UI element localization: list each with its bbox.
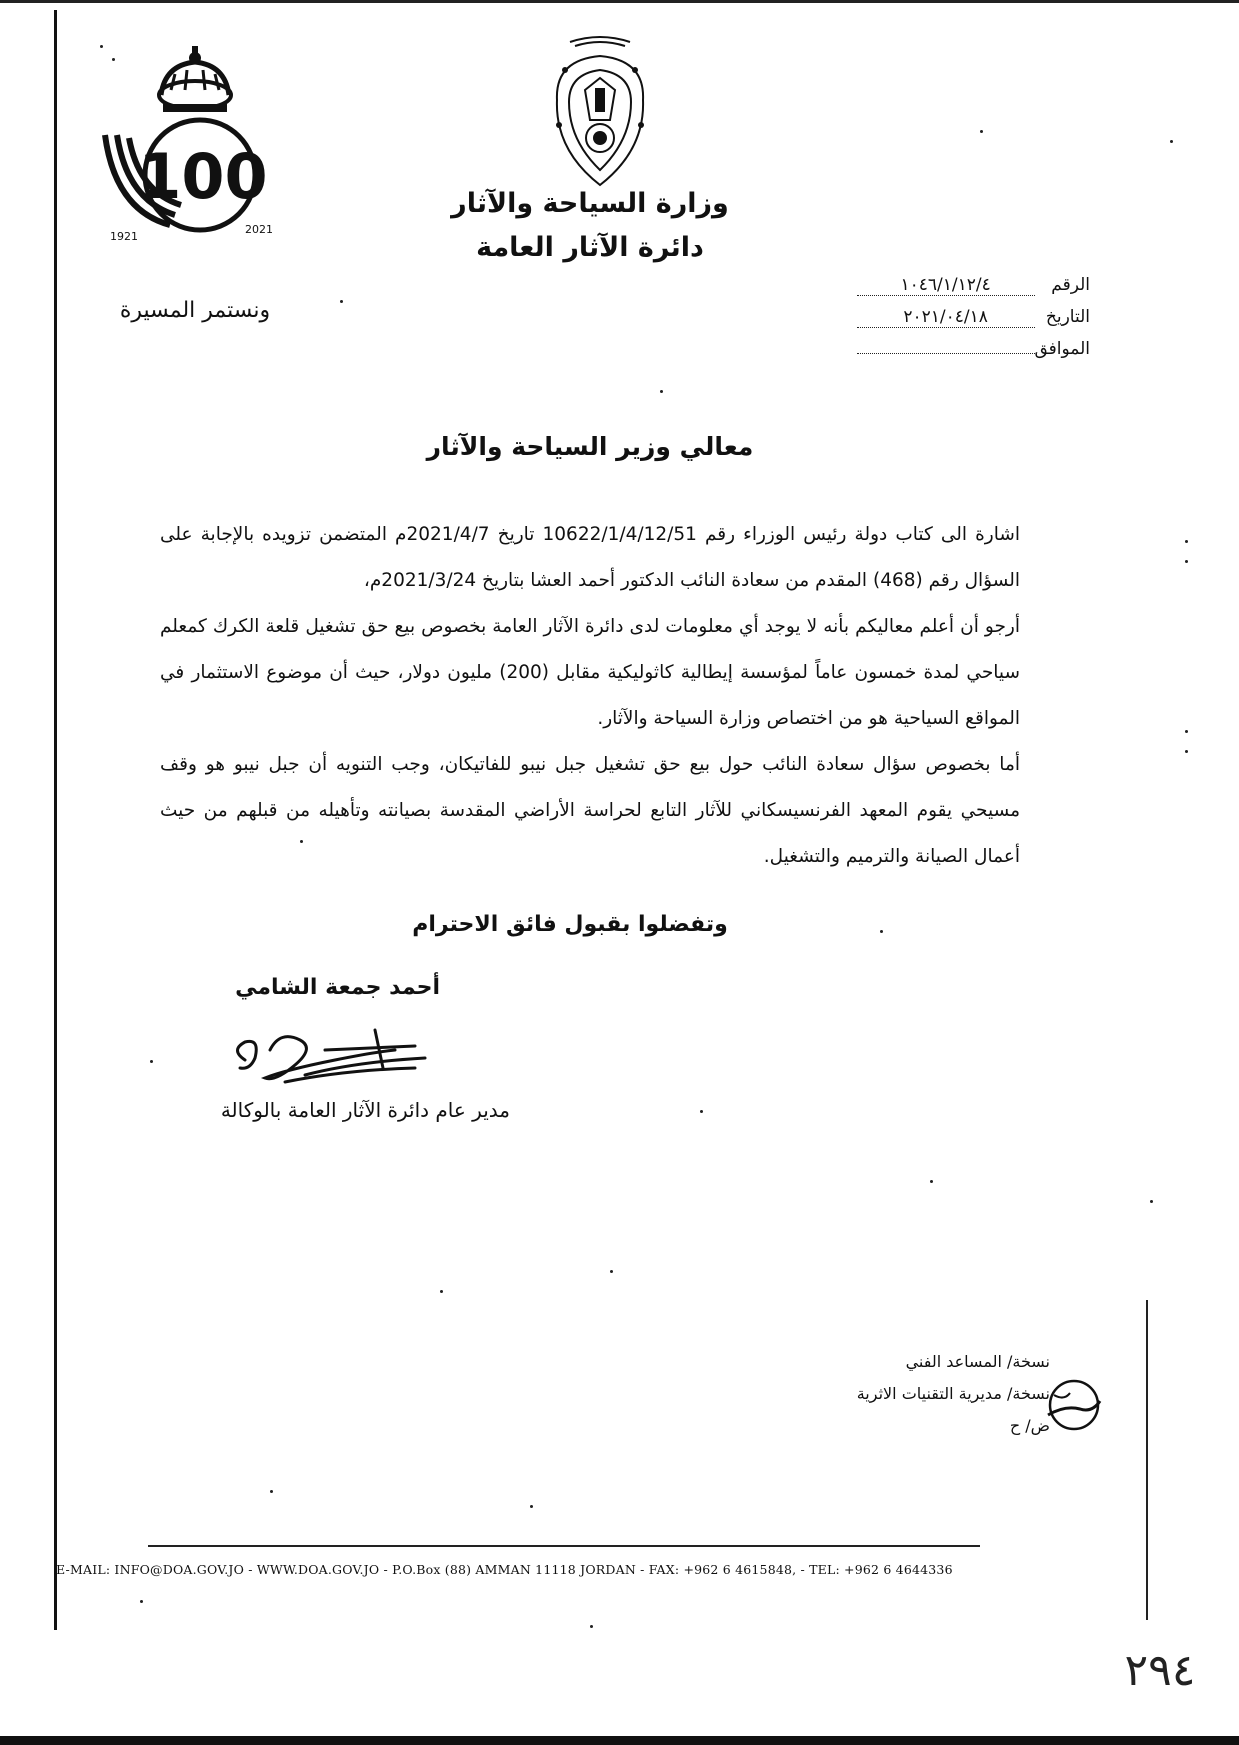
coat-of-arms-icon (545, 30, 655, 190)
scan-speck (112, 58, 115, 61)
scan-speck (340, 300, 343, 303)
reference-date-row (830, 307, 1090, 339)
signer-name: أحمد جمعة الشامي (235, 975, 440, 1000)
scan-edge-right (1146, 1300, 1148, 1620)
footer-rule (148, 1545, 980, 1547)
body-paragraph-1: اشارة الى كتاب دولة رئيس الوزراء رقم 10622/1/4/12/51 تاريخ 2021/4/7م المتضمن تزويده بالإجابة على السؤال رقم (468) المقدم من سعادة النائب الدكتور أحمد العشا بتاريخ 2021/3/24م، (160, 524, 1020, 591)
reference-hijri-value (857, 353, 1035, 354)
scan-speck (980, 130, 983, 133)
scan-speck (1185, 560, 1188, 563)
handwritten-signature (225, 1020, 455, 1090)
scan-speck (660, 390, 663, 393)
reference-hijri-label: الموافق (1034, 339, 1090, 359)
centenary-motto: ونستمر المسيرة (119, 298, 271, 323)
footer-contact: E-MAIL: INFO@DOA.GOV.JO - WWW.DOA.GOV.JO - P.O.Box (88) AMMAN 11118 JORDAN - FAX: +962 6 4615848, - TEL: +962 6 4644336 (56, 1562, 953, 1577)
department-name: دائرة الآثار العامة (476, 232, 704, 263)
scan-speck (150, 1060, 153, 1063)
handwritten-page-number: ٢٩٤ (1124, 1645, 1196, 1696)
crown-icon (95, 40, 295, 270)
body-paragraph-2: أرجو أن أعلم معاليكم بأنه لا يوجد أي معلومات لدى دائرة الآثار العامة بخصوص بيع حق تشغيل قلعة الكرك كمعلم سياحي لمدة خمسون عاماً لمؤسسة إيطالية كاثوليكية مقابل (200) مليون دولار، حيث أن موضوع الاستثمار في المواقع السياحية هو من اختصاص وزارة السياحة والآثار. (160, 616, 1020, 729)
scan-speck (1170, 140, 1173, 143)
scan-speck (930, 1180, 933, 1183)
centenary-number: 100 (138, 140, 268, 213)
reference-block (830, 275, 1090, 371)
scan-speck (300, 840, 303, 843)
scan-speck (1185, 750, 1188, 753)
reference-number-value: ١٠٤٦/١/١٢/٤ (857, 275, 1035, 296)
scan-speck (440, 1290, 443, 1293)
scan-speck (1185, 730, 1188, 733)
letter-body (160, 512, 1020, 880)
copy-item: نسخة/ مديرية التقنيات الاثرية (856, 1384, 1050, 1403)
scan-speck (140, 1600, 143, 1603)
initials-stamp (1040, 1375, 1104, 1431)
centenary-logo (95, 40, 295, 323)
reference-date-value: ٢٠٢١/٠٤/١٨ (857, 307, 1035, 328)
scan-edge-top (0, 0, 1239, 3)
closing-line: وتفضلوا بقبول فائق الاحترام (412, 912, 728, 937)
scan-edge-bottom (0, 1736, 1239, 1745)
copies-list (780, 1346, 1050, 1442)
body-paragraph-3: أما بخصوص سؤال سعادة النائب حول بيع حق تشغيل جبل نيبو للفاتيكان، وجب التنويه أن جبل نيبو هو وقف مسيحي يقوم المعهد الفرنسيسكاني للآثار التابع لحراسة الأراضي المقدسة بصيانته وتأهيله من قبلهم من حيث أعمال الصيانة والترميم والتشغيل. (160, 754, 1020, 867)
scan-speck (1150, 1200, 1153, 1203)
centenary-year-left: 1921 (110, 230, 138, 243)
scan-speck (100, 45, 103, 48)
addressee-heading: معالي وزير السياحة والآثار (426, 432, 754, 461)
ministry-name: وزارة السياحة والآثار (451, 188, 729, 219)
reference-date-label: التاريخ (1045, 307, 1090, 327)
scan-speck (610, 1270, 613, 1273)
scan-speck (700, 1110, 703, 1113)
scan-speck (270, 1490, 273, 1493)
centenary-year-right: 2021 (245, 223, 273, 236)
scan-edge-left (54, 10, 57, 1630)
copy-item: ض/ ح (1009, 1416, 1050, 1435)
reference-number-label: الرقم (1051, 275, 1090, 295)
copy-item: نسخة/ المساعد الفني (905, 1352, 1050, 1371)
scan-speck (530, 1505, 533, 1508)
signer-title: مدير عام دائرة الآثار العامة بالوكالة (220, 1098, 510, 1122)
reference-number-row (830, 275, 1090, 307)
scan-speck (880, 930, 883, 933)
reference-hijri-row (830, 339, 1090, 371)
scan-speck (1185, 540, 1188, 543)
scan-speck (590, 1625, 593, 1628)
